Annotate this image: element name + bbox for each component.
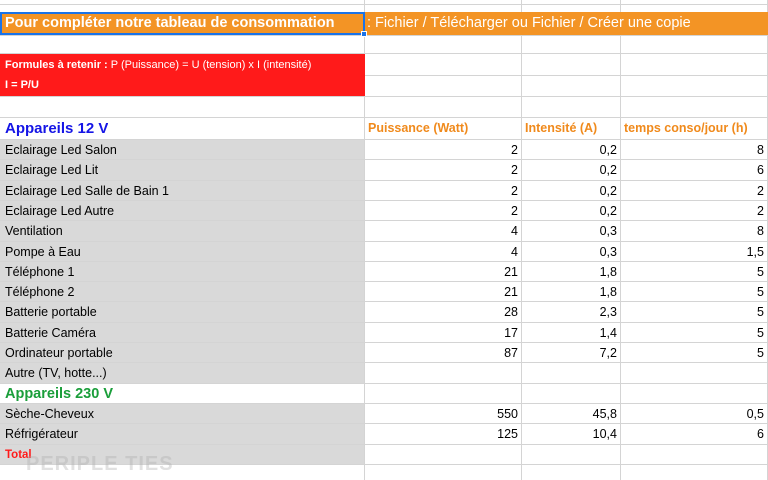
banner-title: Pour compléter notre tableau de consommation bbox=[5, 15, 335, 31]
device-name-cell[interactable]: Pompe à Eau bbox=[0, 242, 364, 262]
device-name-cell[interactable]: Téléphone 2 bbox=[0, 282, 364, 302]
current-cell[interactable]: 7,2 bbox=[599, 346, 617, 360]
current-cell[interactable]: 10,4 bbox=[592, 427, 617, 441]
device-name-cell[interactable]: Ordinateur portable bbox=[0, 343, 364, 363]
device-name-cell[interactable]: Ventilation bbox=[0, 221, 364, 241]
current-cell[interactable]: 0,3 bbox=[599, 245, 617, 259]
time-cell[interactable]: 6 bbox=[757, 427, 764, 441]
formula-power: P (Puissance) = U (tension) x I (intensité) bbox=[107, 59, 312, 71]
current-cell[interactable]: 0,2 bbox=[599, 184, 617, 198]
power-column-header: Puissance (Watt) bbox=[368, 121, 469, 135]
total-power-cell[interactable] bbox=[365, 445, 521, 465]
time-cell[interactable]: 8 bbox=[757, 143, 764, 157]
formula-line-1 bbox=[5, 57, 311, 73]
time-cell[interactable]: 5 bbox=[757, 285, 764, 299]
current-cell[interactable] bbox=[522, 363, 620, 383]
time-cell[interactable]: 6 bbox=[757, 163, 764, 177]
time-cell[interactable]: 5 bbox=[757, 305, 764, 319]
power-cell[interactable]: 28 bbox=[504, 305, 518, 319]
time-cell[interactable]: 5 bbox=[757, 265, 764, 279]
device-name-cell[interactable]: Eclairage Led Lit bbox=[0, 160, 364, 180]
current-column-header: Intensité (A) bbox=[525, 121, 598, 135]
time-cell[interactable]: 5 bbox=[757, 346, 764, 360]
current-cell[interactable]: 0,2 bbox=[599, 163, 617, 177]
current-cell[interactable]: 0,3 bbox=[599, 224, 617, 238]
device-name-cell[interactable]: Batterie portable bbox=[0, 302, 364, 322]
time-column-header: temps conso/jour (h) bbox=[624, 121, 748, 135]
power-cell[interactable] bbox=[365, 363, 521, 383]
time-cell[interactable] bbox=[621, 363, 767, 383]
time-cell[interactable]: 2 bbox=[757, 184, 764, 198]
device-name-cell[interactable]: Eclairage Led Salle de Bain 1 bbox=[0, 181, 364, 201]
time-cell[interactable]: 2 bbox=[757, 204, 764, 218]
current-cell[interactable]: 0,2 bbox=[599, 143, 617, 157]
grid-line bbox=[0, 35, 768, 36]
device-name-cell[interactable]: Téléphone 1 bbox=[0, 262, 364, 282]
power-cell[interactable]: 125 bbox=[497, 427, 518, 441]
current-cell[interactable]: 2,3 bbox=[599, 305, 617, 319]
section-12v-header: Appareils 12 V bbox=[5, 120, 109, 137]
power-cell[interactable]: 2 bbox=[511, 163, 518, 177]
current-cell[interactable]: 1,8 bbox=[599, 285, 617, 299]
banner-instructions: : Fichier / Télécharger ou Fichier / Créer une copie bbox=[367, 15, 691, 31]
current-cell[interactable]: 45,8 bbox=[592, 407, 617, 421]
current-cell[interactable]: 1,8 bbox=[599, 265, 617, 279]
device-name-cell[interactable]: Autre (TV, hotte...) bbox=[0, 363, 364, 383]
device-name-cell[interactable]: Sèche-Cheveux bbox=[0, 404, 364, 424]
total-label-cell[interactable]: Total bbox=[0, 445, 364, 465]
total-current-cell[interactable] bbox=[522, 445, 620, 465]
power-cell[interactable]: 2 bbox=[511, 184, 518, 198]
time-cell[interactable]: 1,5 bbox=[746, 245, 764, 259]
grid-line bbox=[0, 96, 768, 97]
current-cell[interactable]: 0,2 bbox=[599, 204, 617, 218]
watermark-logo: PERIPLE TIES bbox=[26, 453, 174, 475]
device-name-cell[interactable]: Eclairage Led Salon bbox=[0, 140, 364, 160]
grid-line bbox=[0, 4, 768, 5]
total-time-cell[interactable] bbox=[621, 445, 767, 465]
current-cell[interactable]: 1,4 bbox=[599, 326, 617, 340]
device-name-cell[interactable]: Réfrigérateur bbox=[0, 424, 364, 444]
power-cell[interactable]: 17 bbox=[504, 326, 518, 340]
power-cell[interactable]: 550 bbox=[497, 407, 518, 421]
power-cell[interactable]: 4 bbox=[511, 245, 518, 259]
formula-current: I = P/U bbox=[5, 79, 39, 91]
time-cell[interactable]: 0,5 bbox=[746, 407, 764, 421]
device-name-cell[interactable]: Batterie Caméra bbox=[0, 323, 364, 343]
time-cell[interactable]: 5 bbox=[757, 326, 764, 340]
power-cell[interactable]: 2 bbox=[511, 204, 518, 218]
formula-label: Formules à retenir : bbox=[5, 59, 108, 71]
power-cell[interactable]: 4 bbox=[511, 224, 518, 238]
power-cell[interactable]: 87 bbox=[504, 346, 518, 360]
device-name-cell[interactable]: Eclairage Led Autre bbox=[0, 201, 364, 221]
power-cell[interactable]: 21 bbox=[504, 285, 518, 299]
power-cell[interactable]: 2 bbox=[511, 143, 518, 157]
power-cell[interactable]: 21 bbox=[504, 265, 518, 279]
section-230v-header[interactable]: Appareils 230 V bbox=[5, 386, 113, 402]
time-cell[interactable]: 8 bbox=[757, 224, 764, 238]
